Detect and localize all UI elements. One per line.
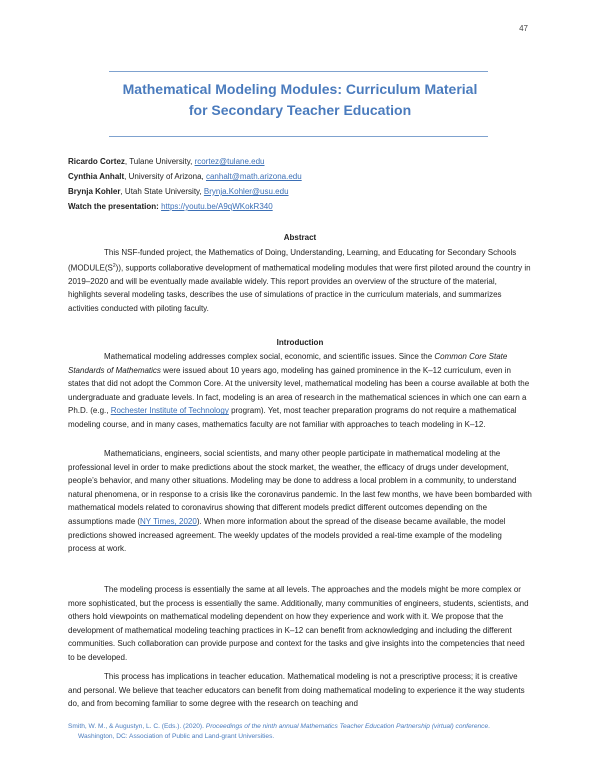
nytimes-link[interactable]: NY Times, 2020 bbox=[140, 516, 197, 526]
page-number: 47 bbox=[519, 24, 528, 33]
abstract-text-b: )), supports collaborative development of mathematical modeling modules that were first piloted around the country in 2019–2020 and will be eventually made available widely. This report provides an overview of the structure of the material, highlights several modeling tasks, describes the use of simulations of practice in the curriculum materials, and summarizes activities conducted with piloting faculty. bbox=[68, 263, 531, 314]
author-name: Ricardo Cortez bbox=[68, 157, 125, 166]
footer-line-2: Washington, DC: Association of Public and Land-grant Universities. bbox=[78, 732, 275, 740]
intro-p1-text-c: program). Yet, most teacher preparation programs do not require a mathematical modeling course, and in many cases, mathematics faculty are not familiar with approaches to teach modeling in K–12. bbox=[68, 406, 517, 429]
author-email-link[interactable]: canhalt@math.arizona.edu bbox=[205, 172, 302, 181]
title-line-2: for Secondary Teacher Education bbox=[188, 102, 412, 118]
intro-paragraph-3: The modeling process is essentially the same at all levels. The approaches and the models might be more complex or more sophisticated, but the process is essentially the same. Additionally, many communities of engineers, students, scientists, and others hold viewpoints on mathematical modeling dependent on how they experience and work with it. We propose that the development of mathematical modeling teaching practices in K–12 can benefit from acknowledging and including the different communities. Such collaboration can provide purpose and context for the tasks and give insights into the competencies that need to be developed. bbox=[68, 585, 529, 662]
author-affiliation: , University of Arizona, bbox=[124, 172, 206, 181]
abstract-text-a: This NSF-funded project, the Mathematics of Doing, Understanding, Learning, and Educating for Secondary Schools (MODULE(S bbox=[68, 248, 517, 273]
abstract-heading: Abstract bbox=[283, 233, 317, 242]
intro-p1-italic: Common Core State Standards of Mathematics bbox=[68, 352, 508, 375]
abstract-superscript: 2 bbox=[112, 262, 116, 269]
author-line bbox=[68, 154, 302, 169]
intro-paragraph-4: This process has implications in teacher education. Mathematical modeling is not a prescriptive process; it is creative and personal. We believe that teacher educators can benefit from doing mathematical modeling to experience it the way students do, and from becoming familiar to some degree with the research on teaching and bbox=[68, 672, 525, 709]
author-affiliation: , Utah State University, bbox=[120, 187, 204, 196]
title-bottom-rule bbox=[109, 136, 488, 137]
author-affiliation: , Tulane University, bbox=[124, 157, 195, 166]
footer-text-a: Smith, W. M., & Augustyn, L. C. (Eds.). (2020). bbox=[68, 723, 206, 730]
intro-p2-text-a: Mathematicians, engineers, social scientists, and many other people participate in mathematical modeling at the professional level in order to make predictions about the stock market, the weather, the efficacy of drugs under development, people’s behavior, and many other situations. Modeling may be done to address a local problem in a community, to understand natural phenomena, or in response to a crisis like the coronavirus pandemic. In the last few months, we have been bombarded with mathematical models related to coronavirus showing that different models predict different outcomes depending on the assumptions made ( bbox=[68, 449, 532, 526]
citation-footer bbox=[68, 722, 548, 741]
presentation-link[interactable]: https://youtu.be/A9qWKokR340 bbox=[161, 202, 273, 211]
footer-italic: Proceedings of the ninth annual Mathematics Teacher Education Partnership (virtual) conference bbox=[205, 723, 489, 730]
author-block bbox=[68, 154, 302, 214]
presentation-label: Watch the presentation: bbox=[68, 202, 159, 211]
intro-p2-text-b: ). When more information about the spread of the disease became available, the model predictions showed increased agreement. The weekly updates of the models provided a real-time example of the modeling process at work. bbox=[68, 516, 506, 554]
title-top-rule bbox=[109, 71, 488, 72]
author-name: Cynthia Anhalt bbox=[68, 172, 125, 181]
author-name: Brynja Kohler bbox=[68, 187, 121, 196]
intro-p1-text-a: Mathematical modeling addresses complex social, economic, and scientific issues. Since the bbox=[104, 352, 435, 361]
rit-program-link[interactable]: Rochester Institute of Technology bbox=[110, 406, 229, 416]
intro-paragraph-1 bbox=[68, 350, 532, 432]
presentation-line bbox=[68, 199, 302, 214]
author-email-link[interactable]: Brynja.Kohler@usu.edu bbox=[203, 187, 289, 196]
footer-line-1 bbox=[68, 722, 548, 732]
abstract-paragraph bbox=[68, 246, 532, 316]
intro-p1-text-b: were issued about 10 years ago, modeling has gained prominence in the K–12 curriculum, even in states that did not adopt the Common Core. At the university level, mathematical modeling has been a course available at both the undergraduate and graduate levels. In fact, modeling is an area of research in the mathematical sciences in which one can earn a Ph.D. (e.g., bbox=[68, 365, 530, 416]
author-email-link[interactable]: rcortez@tulane.edu bbox=[194, 157, 265, 166]
footer-text-b: . bbox=[488, 723, 490, 730]
introduction-heading: Introduction bbox=[276, 338, 324, 347]
intro-paragraph-2 bbox=[68, 447, 532, 556]
title-line-1: Mathematical Modeling Modules: Curriculum Material bbox=[122, 81, 478, 97]
author-line bbox=[68, 169, 302, 184]
paper-title bbox=[100, 79, 500, 121]
author-line bbox=[68, 184, 302, 199]
